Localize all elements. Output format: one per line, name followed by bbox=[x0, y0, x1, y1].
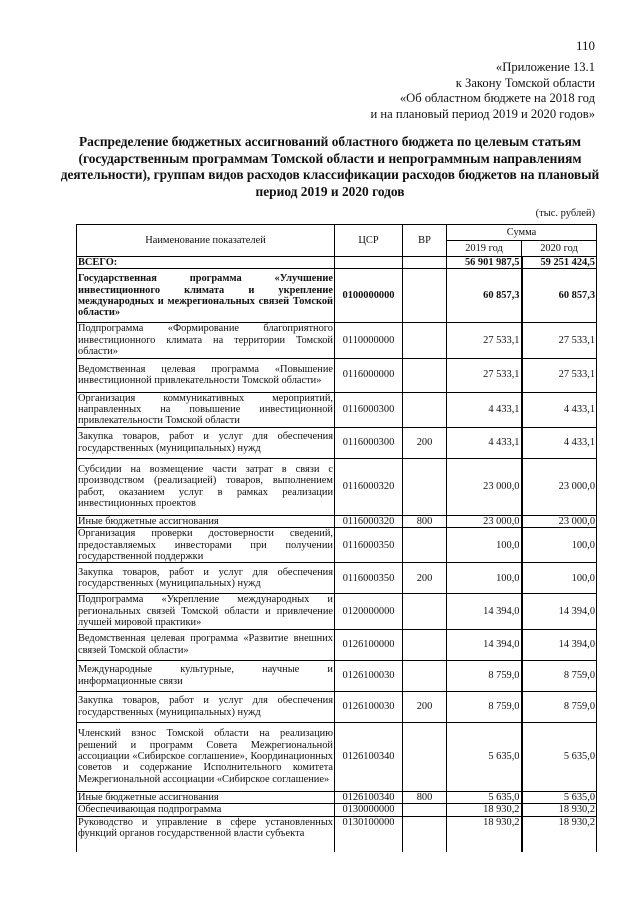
row-csr: 0116000300 bbox=[335, 392, 403, 427]
row-2019: 27 533,1 bbox=[447, 323, 522, 358]
table-row bbox=[77, 427, 597, 458]
row-2020: 5 635,0 bbox=[522, 722, 597, 791]
row-csr: 0116000320 bbox=[335, 515, 403, 527]
row-vr bbox=[403, 458, 447, 515]
appendix-line: «Приложение 13.1 bbox=[495, 60, 595, 74]
row-csr bbox=[335, 257, 403, 269]
row-name: Иные бюджетные ассигнования bbox=[77, 515, 335, 527]
row-name: Ведомственная целевая программа «Повышение инвестиционной привлекательности Томской области» bbox=[77, 358, 335, 392]
row-name: Международные культурные, научные и информационные связи bbox=[77, 660, 335, 691]
row-vr bbox=[403, 358, 447, 392]
row-vr bbox=[403, 392, 447, 427]
row-name: Обеспечивающая подпрограмма bbox=[77, 804, 335, 816]
row-2019: 18 930,2 bbox=[447, 804, 522, 816]
row-2019: 4 433,1 bbox=[447, 392, 522, 427]
row-2019: 14 394,0 bbox=[447, 629, 522, 660]
row-csr: 0116000000 bbox=[335, 358, 403, 392]
row-vr bbox=[403, 257, 447, 269]
row-vr: 800 bbox=[403, 515, 447, 527]
row-vr bbox=[403, 629, 447, 660]
header-csr: ЦСР bbox=[335, 225, 403, 257]
units-label: (тыс. рублей) bbox=[535, 208, 595, 219]
row-2020: 23 000,0 bbox=[522, 515, 597, 527]
table-row bbox=[77, 392, 597, 427]
row-2019: 100,0 bbox=[447, 563, 522, 594]
row-csr: 0130000000 bbox=[335, 804, 403, 816]
row-2019: 100,0 bbox=[447, 528, 522, 563]
row-vr bbox=[403, 804, 447, 816]
row-2019: 27 533,1 bbox=[447, 358, 522, 392]
appendix-line: и на плановый период 2019 и 2020 годов» bbox=[370, 106, 595, 121]
row-2020: 23 000,0 bbox=[522, 458, 597, 515]
row-2019: 23 000,0 bbox=[447, 458, 522, 515]
row-2020: 4 433,1 bbox=[522, 427, 597, 458]
row-name: ВСЕГО: bbox=[77, 257, 335, 269]
row-vr bbox=[403, 323, 447, 358]
row-2019: 5 635,0 bbox=[447, 791, 522, 803]
row-2020: 5 635,0 bbox=[522, 791, 597, 803]
row-vr bbox=[403, 722, 447, 791]
table-row bbox=[77, 791, 597, 803]
row-2019: 18 930,2 bbox=[447, 816, 522, 852]
budget-table bbox=[76, 224, 597, 852]
row-2019: 14 394,0 bbox=[447, 594, 522, 629]
row-2019: 5 635,0 bbox=[447, 722, 522, 791]
row-2020: 8 759,0 bbox=[522, 660, 597, 691]
row-2020: 18 930,2 bbox=[522, 804, 597, 816]
row-csr: 0130100000 bbox=[335, 816, 403, 852]
row-csr: 0100000000 bbox=[335, 269, 403, 323]
table-row bbox=[77, 269, 597, 323]
row-csr: 0126100340 bbox=[335, 791, 403, 803]
table-row bbox=[77, 358, 597, 392]
row-2019: 8 759,0 bbox=[447, 691, 522, 722]
table-row bbox=[77, 563, 597, 594]
header-vr: ВР bbox=[403, 225, 447, 257]
table-row bbox=[77, 458, 597, 515]
table-row bbox=[77, 691, 597, 722]
row-name: Государственная программа «Улучшение инвестиционного климата и укрепление международных и межрегиональных связей Томской области» bbox=[77, 269, 335, 323]
row-vr bbox=[403, 594, 447, 629]
appendix-reference bbox=[371, 60, 595, 122]
table-row bbox=[77, 660, 597, 691]
row-csr: 0126100030 bbox=[335, 691, 403, 722]
appendix-line: «Об областном бюджете на 2018 год bbox=[399, 91, 595, 106]
table-row bbox=[77, 629, 597, 660]
row-2020: 27 533,1 bbox=[522, 323, 597, 358]
row-csr: 0110000000 bbox=[335, 323, 403, 358]
appendix-line: к Закону Томской области bbox=[455, 75, 595, 90]
row-2020: 14 394,0 bbox=[522, 629, 597, 660]
table-row bbox=[77, 816, 597, 852]
header-sum: Сумма bbox=[447, 225, 597, 241]
row-name: Организация коммуникативных мероприятий, направленных на повышение инвестиционной привлекательности Томской области bbox=[78, 392, 333, 427]
header-2020: 2020 год bbox=[522, 241, 597, 257]
row-vr bbox=[403, 660, 447, 691]
row-vr: 200 bbox=[403, 427, 447, 458]
header-name: Наименование показателей bbox=[77, 225, 335, 257]
row-2020: 59 251 424,5 bbox=[522, 257, 597, 269]
row-2019: 56 901 987,5 bbox=[447, 257, 522, 269]
row-name: Закупка товаров, работ и услуг для обеспечения государственных (муниципальных) нужд bbox=[77, 691, 335, 722]
row-2020: 100,0 bbox=[522, 563, 597, 594]
row-2020: 100,0 bbox=[522, 528, 597, 563]
row-vr bbox=[403, 269, 447, 323]
row-vr bbox=[403, 816, 447, 852]
row-name: Подпрограмма «Формирование благоприятного инвестиционного климата на территории Томской области» bbox=[78, 323, 333, 358]
row-name: Членский взнос Томской области на реализацию решений и программ Совета Межрегиональной ассоциации «Сибирское соглашение», Координационных советов и содержание Исполнительного комитета Межрегиональной ассоциации «Сибирское соглашение» bbox=[77, 722, 335, 791]
row-2020: 18 930,2 bbox=[522, 816, 597, 852]
row-2019: 8 759,0 bbox=[447, 660, 522, 691]
row-vr bbox=[403, 528, 447, 563]
row-csr: 0126100030 bbox=[335, 660, 403, 691]
row-2019: 60 857,3 bbox=[447, 269, 522, 323]
row-vr: 200 bbox=[403, 563, 447, 594]
row-csr: 0126100000 bbox=[335, 629, 403, 660]
row-name: Подпрограмма «Укрепление международных и региональных связей Томской области и привлечение лучшей мировой практики» bbox=[78, 594, 333, 629]
row-name: Иные бюджетные ассигнования bbox=[77, 791, 335, 803]
row-name: Закупка товаров, работ и услуг для обеспечения государственных (муниципальных) нужд bbox=[77, 427, 335, 458]
table-row bbox=[77, 257, 597, 269]
row-name: Субсидии на возмещение части затрат в связи с производством (реализацией) товаров, выполнением работ, оказанием услуг в рамках реализации инвестиционных проектов bbox=[77, 458, 335, 515]
row-2020: 4 433,1 bbox=[522, 392, 597, 427]
table-row bbox=[77, 594, 597, 629]
row-2020: 27 533,1 bbox=[522, 358, 597, 392]
table-row bbox=[77, 515, 597, 527]
row-name: Руководство и управление в сфере установленных функций органов государственной власти субъекта bbox=[77, 816, 335, 852]
row-csr: 0116000350 bbox=[335, 563, 403, 594]
row-vr: 800 bbox=[403, 791, 447, 803]
row-csr: 0116000320 bbox=[335, 458, 403, 515]
row-name: Ведомственная целевая программа «Развитие внешних связей Томской области» bbox=[77, 629, 335, 660]
page-number: 110 bbox=[575, 38, 595, 53]
row-2019: 4 433,1 bbox=[447, 427, 522, 458]
table-row bbox=[77, 528, 597, 563]
table-row bbox=[77, 323, 597, 358]
row-csr: 0116000300 bbox=[335, 427, 403, 458]
row-2019: 23 000,0 bbox=[447, 515, 522, 527]
table-row bbox=[77, 804, 597, 816]
row-csr: 0120000000 bbox=[335, 594, 403, 629]
row-csr: 0126100340 bbox=[335, 722, 403, 791]
row-2020: 8 759,0 bbox=[522, 691, 597, 722]
row-name: Закупка товаров, работ и услуг для обеспечения государственных (муниципальных) нужд bbox=[77, 563, 335, 594]
row-2020: 60 857,3 bbox=[522, 269, 597, 323]
table-row bbox=[77, 722, 597, 791]
document-title: Распределение бюджетных ассигнований областного бюджета по целевым статьям (государственным программам Томской области и непрограммным направлениям деятельности), группам видов расходов классификации расходов бюджетов на плановый период 2019 и 2020 годов bbox=[60, 134, 600, 199]
row-vr: 200 bbox=[403, 691, 447, 722]
row-csr: 0116000350 bbox=[335, 528, 403, 563]
header-2019: 2019 год bbox=[447, 241, 522, 257]
row-name: Организация проверки достоверности сведений, предоставляемых инвесторами при получении государственной поддержки bbox=[78, 528, 333, 563]
row-2020: 14 394,0 bbox=[522, 594, 597, 629]
